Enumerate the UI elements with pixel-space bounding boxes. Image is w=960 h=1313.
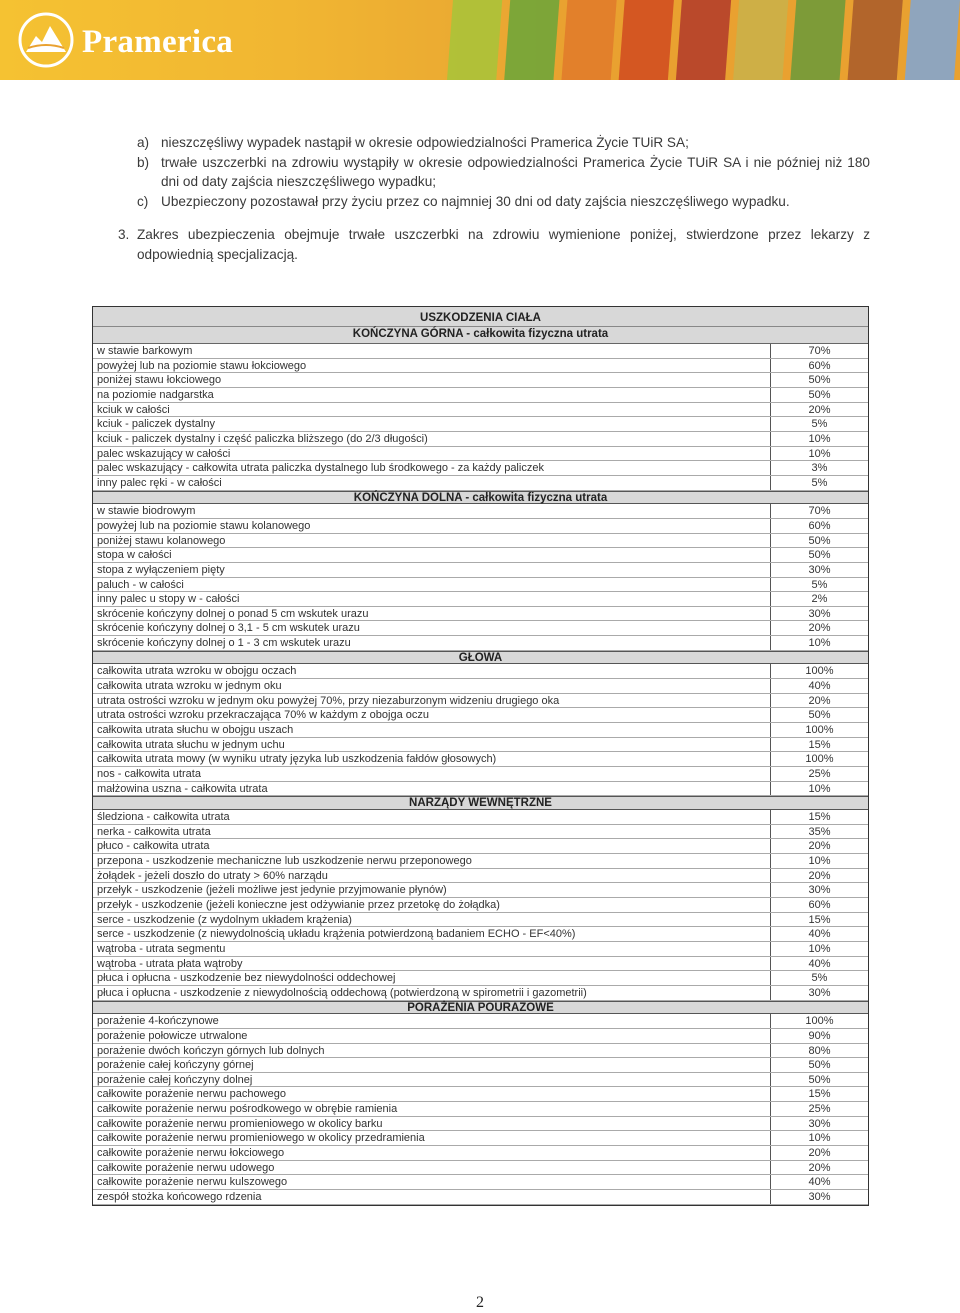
injury-description: całkowita utrata wzroku w obojgu oczach: [93, 664, 771, 678]
point-3-text: Zakres ubezpieczenia obejmuje trwałe uszczerbki na zdrowiu wymienione poniżej, stwierdzone przez lekarzy z odpowiednią specjalizacją.: [137, 227, 870, 262]
injury-description: inny palec u stopy w - całości: [93, 592, 771, 606]
table-row: [93, 447, 868, 462]
section-title: GŁOWA: [93, 651, 868, 665]
injury-table: [92, 306, 869, 1206]
injury-percentage: 30%: [808, 1191, 831, 1204]
injury-percentage: 50%: [808, 1059, 831, 1072]
table-row: [93, 592, 868, 607]
table-row: [93, 1161, 868, 1176]
intro-item-label: a): [137, 135, 150, 150]
injury-percentage: 50%: [808, 1073, 831, 1086]
injury-description: całkowite porażenie nerwu pośrodkowego w obrębie ramienia: [93, 1102, 771, 1116]
injury-description: utrata ostrości wzroku w jednym oku powyżej 70%, przy niezaburzonym widzeniu drugiego oka: [93, 694, 771, 708]
injury-percentage: 60%: [808, 519, 831, 532]
injury-percentage: 20%: [808, 403, 831, 416]
injury-description: małżowina uszna - całkowita utrata: [93, 782, 771, 796]
injury-description: płuca i opłucna - uszkodzenie z niewydolnością oddechową (potwierdzoną w spirometrii i gazometrii): [93, 986, 771, 1000]
injury-percentage: 20%: [808, 840, 831, 853]
injury-percentage: 25%: [808, 1103, 831, 1116]
injury-percentage: 50%: [808, 388, 831, 401]
injury-percentage: 100%: [805, 665, 834, 678]
table-row: [93, 476, 868, 491]
injury-percentage: 10%: [808, 854, 831, 867]
table-row: [93, 504, 868, 519]
table-row: [93, 1175, 868, 1190]
table-row: [93, 403, 868, 418]
injury-description: całkowite porażenie nerwu łokciowego: [93, 1146, 771, 1160]
section-title: PORAŻENIA POURAZOWE: [93, 1001, 868, 1015]
table-row: [93, 694, 868, 709]
injury-percentage: 60%: [808, 359, 831, 372]
injury-percentage: 100%: [805, 724, 834, 737]
injury-description: skrócenie kończyny dolnej o 1 - 3 cm wskutek urazu: [93, 636, 771, 650]
injury-percentage: 20%: [808, 694, 831, 707]
injury-percentage: 50%: [808, 549, 831, 562]
injury-description: wątroba - utrata płata wątroby: [93, 957, 771, 971]
table-row: [93, 738, 868, 753]
injury-percentage: 40%: [808, 928, 831, 941]
table-row: [93, 898, 868, 913]
injury-percentage: 60%: [808, 898, 831, 911]
injury-description: skrócenie kończyny dolnej o 3,1 - 5 cm wskutek urazu: [93, 621, 771, 635]
intro-item-label: b): [137, 154, 150, 170]
table-row: [93, 1117, 868, 1132]
table-row: [93, 578, 868, 593]
injury-description: serce - uszkodzenie (z niewydolnością układu krążenia potwierdzoną badaniem ECHO - EF<40%): [93, 927, 771, 941]
injury-description: poniżej stawu łokciowego: [93, 373, 771, 387]
injury-percentage: 80%: [808, 1044, 831, 1057]
injury-description: palec wskazujący w całości: [93, 447, 771, 461]
injury-description: utrata ostrości wzroku przekraczająca 70% w każdym z obojga oczu: [93, 708, 771, 722]
injury-description: powyżej lub na poziomie stawu kolanowego: [93, 519, 771, 533]
injury-percentage: 10%: [808, 942, 831, 955]
injury-percentage: 10%: [808, 447, 831, 460]
injury-percentage: 40%: [808, 1176, 831, 1189]
table-row: [93, 1014, 868, 1029]
intro-item-b: [137, 153, 870, 192]
injury-description: całkowite porażenie nerwu promieniowego w okolicy barku: [93, 1117, 771, 1131]
table-row: [93, 752, 868, 767]
table-header: [93, 307, 868, 344]
table-row: [93, 563, 868, 578]
injury-percentage: 30%: [808, 1117, 831, 1130]
injury-percentage: 5%: [811, 972, 828, 985]
header-banner: [0, 0, 960, 80]
injury-description: płuco - całkowita utrata: [93, 839, 771, 853]
table-row: [93, 519, 868, 534]
injury-description: porażenie 4-kończynowe: [93, 1014, 771, 1028]
table-row: [93, 1029, 868, 1044]
table-row: [93, 432, 868, 447]
intro-item-label: c): [137, 193, 149, 209]
injury-description: całkowita utrata wzroku w jednym oku: [93, 679, 771, 693]
injury-percentage: 90%: [808, 1029, 831, 1042]
injury-description: przełyk - uszkodzenie (jeżeli konieczne jest odżywianie przez przetokę do żołądka): [93, 898, 771, 912]
table-row: [93, 810, 868, 825]
injury-percentage: 15%: [808, 811, 831, 823]
injury-description: inny palec ręki - w całości: [93, 476, 771, 490]
table-row: [93, 664, 868, 679]
injury-description: na poziomie nadgarstka: [93, 388, 771, 402]
color-stripe: [504, 0, 559, 80]
brand-name: Pramerica: [82, 24, 234, 60]
section-title: NARZĄDY WEWNĘTRZNE: [93, 796, 868, 810]
section-title: KOŃCZYNA GÓRNA - całkowita fizyczna utrata: [93, 326, 868, 343]
injury-percentage: 10%: [808, 637, 831, 650]
table-row: [93, 621, 868, 636]
injury-percentage: 100%: [805, 1015, 834, 1028]
table-row: [93, 869, 868, 884]
table-row: [93, 1044, 868, 1059]
color-stripe: [561, 0, 616, 80]
table-row: [93, 534, 868, 549]
injury-description: śledziona - całkowita utrata: [93, 810, 771, 824]
injury-description: w stawie biodrowym: [93, 504, 771, 518]
injury-percentage: 50%: [808, 709, 831, 722]
intro-item-a: [137, 133, 870, 153]
intro-item-text: Ubezpieczony pozostawał przy życiu przez co najmniej 30 dni od daty zajścia nieszczęśliwego wypadku.: [161, 193, 790, 209]
injury-description: przepona - uszkodzenie mechaniczne lub uszkodzenie nerwu przeponowego: [93, 854, 771, 868]
injury-percentage: 3%: [811, 462, 828, 475]
injury-description: kciuk - paliczek dystalny: [93, 417, 771, 431]
injury-description: porażenie całej kończyny górnej: [93, 1058, 771, 1072]
injury-description: wątroba - utrata segmentu: [93, 942, 771, 956]
injury-percentage: 20%: [808, 869, 831, 882]
injury-description: kciuk w całości: [93, 403, 771, 417]
table-body: [93, 344, 868, 1205]
injury-percentage: 40%: [808, 680, 831, 693]
injury-description: nerka - całkowita utrata: [93, 825, 771, 839]
decorative-color-stripes: [445, 0, 960, 80]
injury-percentage: 20%: [808, 622, 831, 635]
table-row: [93, 1087, 868, 1102]
table-row: [93, 1073, 868, 1088]
injury-percentage: 20%: [808, 1147, 831, 1160]
injury-description: skrócenie kończyny dolnej o ponad 5 cm wskutek urazu: [93, 607, 771, 621]
injury-percentage: 5%: [811, 418, 828, 431]
intro-item-c: [137, 192, 870, 212]
intro-text: [118, 133, 870, 265]
table-row: [93, 607, 868, 622]
injury-percentage: 100%: [805, 753, 834, 766]
injury-percentage: 10%: [808, 782, 831, 795]
table-row: [93, 971, 868, 986]
table-row: [93, 782, 868, 797]
injury-percentage: 15%: [808, 738, 831, 751]
point-3-number: 3.: [118, 227, 130, 243]
injury-percentage: 70%: [808, 345, 831, 357]
color-stripe: [676, 0, 731, 80]
injury-percentage: 5%: [811, 476, 828, 489]
table-row: [93, 839, 868, 854]
injury-description: stopa w całości: [93, 548, 771, 562]
table-row: [93, 1102, 868, 1117]
injury-description: porażenie całej kończyny dolnej: [93, 1073, 771, 1087]
injury-description: całkowita utrata słuchu w jednym uchu: [93, 738, 771, 752]
intro-item-text: trwałe uszczerbki na zdrowiu wystąpiły w okresie odpowiedzialności Pramerica Życie TUiR SA i nie później niż 180 dni od daty zajścia nieszczęśliwego wypadku;: [161, 154, 870, 190]
table-row: [93, 1146, 868, 1161]
injury-description: całkowite porażenie nerwu udowego: [93, 1161, 771, 1175]
table-row: [93, 723, 868, 738]
injury-percentage: 5%: [811, 578, 828, 591]
injury-description: kciuk - paliczek dystalny i część paliczka bliższego (do 2/3 długości): [93, 432, 771, 446]
injury-description: płuca i opłucna - uszkodzenie bez niewydolności oddechowej: [93, 971, 771, 985]
injury-percentage: 2%: [811, 593, 828, 606]
table-row: [93, 548, 868, 563]
injury-description: palec wskazujący - całkowita utrata paliczka dystalnego lub środkowego - za każdy paliczek: [93, 461, 771, 475]
injury-description: porażenie połowicze utrwalone: [93, 1029, 771, 1043]
color-stripe: [447, 0, 502, 80]
page-number: 2: [476, 1294, 484, 1311]
color-stripe: [905, 0, 960, 80]
injury-percentage: 15%: [808, 913, 831, 926]
injury-description: całkowite porażenie nerwu kulszowego: [93, 1175, 771, 1189]
injury-percentage: 20%: [808, 1161, 831, 1174]
injury-description: całkowita utrata słuchu w obojgu uszach: [93, 723, 771, 737]
injury-percentage: 30%: [808, 986, 831, 999]
table-row: [93, 927, 868, 942]
injury-description: serce - uszkodzenie (z wydolnym układem krążenia): [93, 913, 771, 927]
injury-description: paluch - w całości: [93, 578, 771, 592]
injury-percentage: 70%: [808, 505, 831, 518]
injury-percentage: 30%: [808, 884, 831, 897]
injury-percentage: 10%: [808, 1132, 831, 1145]
table-row: [93, 942, 868, 957]
section-title: KOŃCZYNA DOLNA - całkowita fizyczna utrata: [93, 491, 868, 505]
injury-description: zespół stożka końcowego rdzenia: [93, 1190, 771, 1204]
injury-percentage: 30%: [808, 563, 831, 576]
table-row: [93, 854, 868, 869]
pramerica-rock-logo-icon: [18, 12, 74, 68]
injury-description: nos - całkowita utrata: [93, 767, 771, 781]
color-stripe: [848, 0, 903, 80]
table-row: [93, 344, 868, 359]
table-row: [93, 679, 868, 694]
injury-percentage: 50%: [808, 534, 831, 547]
table-row: [93, 1131, 868, 1146]
table-title: USZKODZENIA CIAŁA: [420, 312, 541, 324]
injury-percentage: 30%: [808, 607, 831, 620]
table-row: [93, 825, 868, 840]
table-row: [93, 373, 868, 388]
table-row: [93, 1190, 868, 1205]
table-row: [93, 636, 868, 651]
injury-description: przełyk - uszkodzenie (jeżeli możliwe jest jedynie przyjmowanie płynów): [93, 883, 771, 897]
table-row: [93, 461, 868, 476]
injury-description: powyżej lub na poziomie stawu łokciowego: [93, 359, 771, 373]
injury-description: porażenie dwóch kończyn górnych lub dolnych: [93, 1044, 771, 1058]
injury-percentage: 35%: [808, 825, 831, 838]
injury-description: stopa z wyłączeniem pięty: [93, 563, 771, 577]
injury-percentage: 50%: [808, 374, 831, 387]
injury-description: w stawie barkowym: [93, 344, 771, 358]
color-stripe: [619, 0, 674, 80]
injury-description: całkowite porażenie nerwu pachowego: [93, 1087, 771, 1101]
point-3: [118, 225, 870, 264]
table-row: [93, 986, 868, 1001]
table-row: [93, 1058, 868, 1073]
injury-percentage: 40%: [808, 957, 831, 970]
table-row: [93, 417, 868, 432]
color-stripe: [733, 0, 788, 80]
injury-percentage: 10%: [808, 432, 831, 445]
injury-description: poniżej stawu kolanowego: [93, 534, 771, 548]
injury-description: całkowita utrata mowy (w wyniku utraty języka lub uszkodzenia fałdów głosowych): [93, 752, 771, 766]
injury-description: żołądek - jeżeli doszło do utraty > 60% narządu: [93, 869, 771, 883]
table-row: [93, 388, 868, 403]
injury-description: całkowite porażenie nerwu promieniowego w okolicy przedramienia: [93, 1131, 771, 1145]
intro-item-text: nieszczęśliwy wypadek nastąpił w okresie odpowiedzialności Pramerica Życie TUiR SA;: [161, 135, 689, 150]
table-row: [93, 708, 868, 723]
table-row: [93, 883, 868, 898]
color-stripe: [790, 0, 845, 80]
injury-percentage: 25%: [808, 768, 831, 781]
table-row: [93, 913, 868, 928]
table-row: [93, 957, 868, 972]
table-row: [93, 359, 868, 374]
table-row: [93, 767, 868, 782]
injury-percentage: 15%: [808, 1088, 831, 1101]
